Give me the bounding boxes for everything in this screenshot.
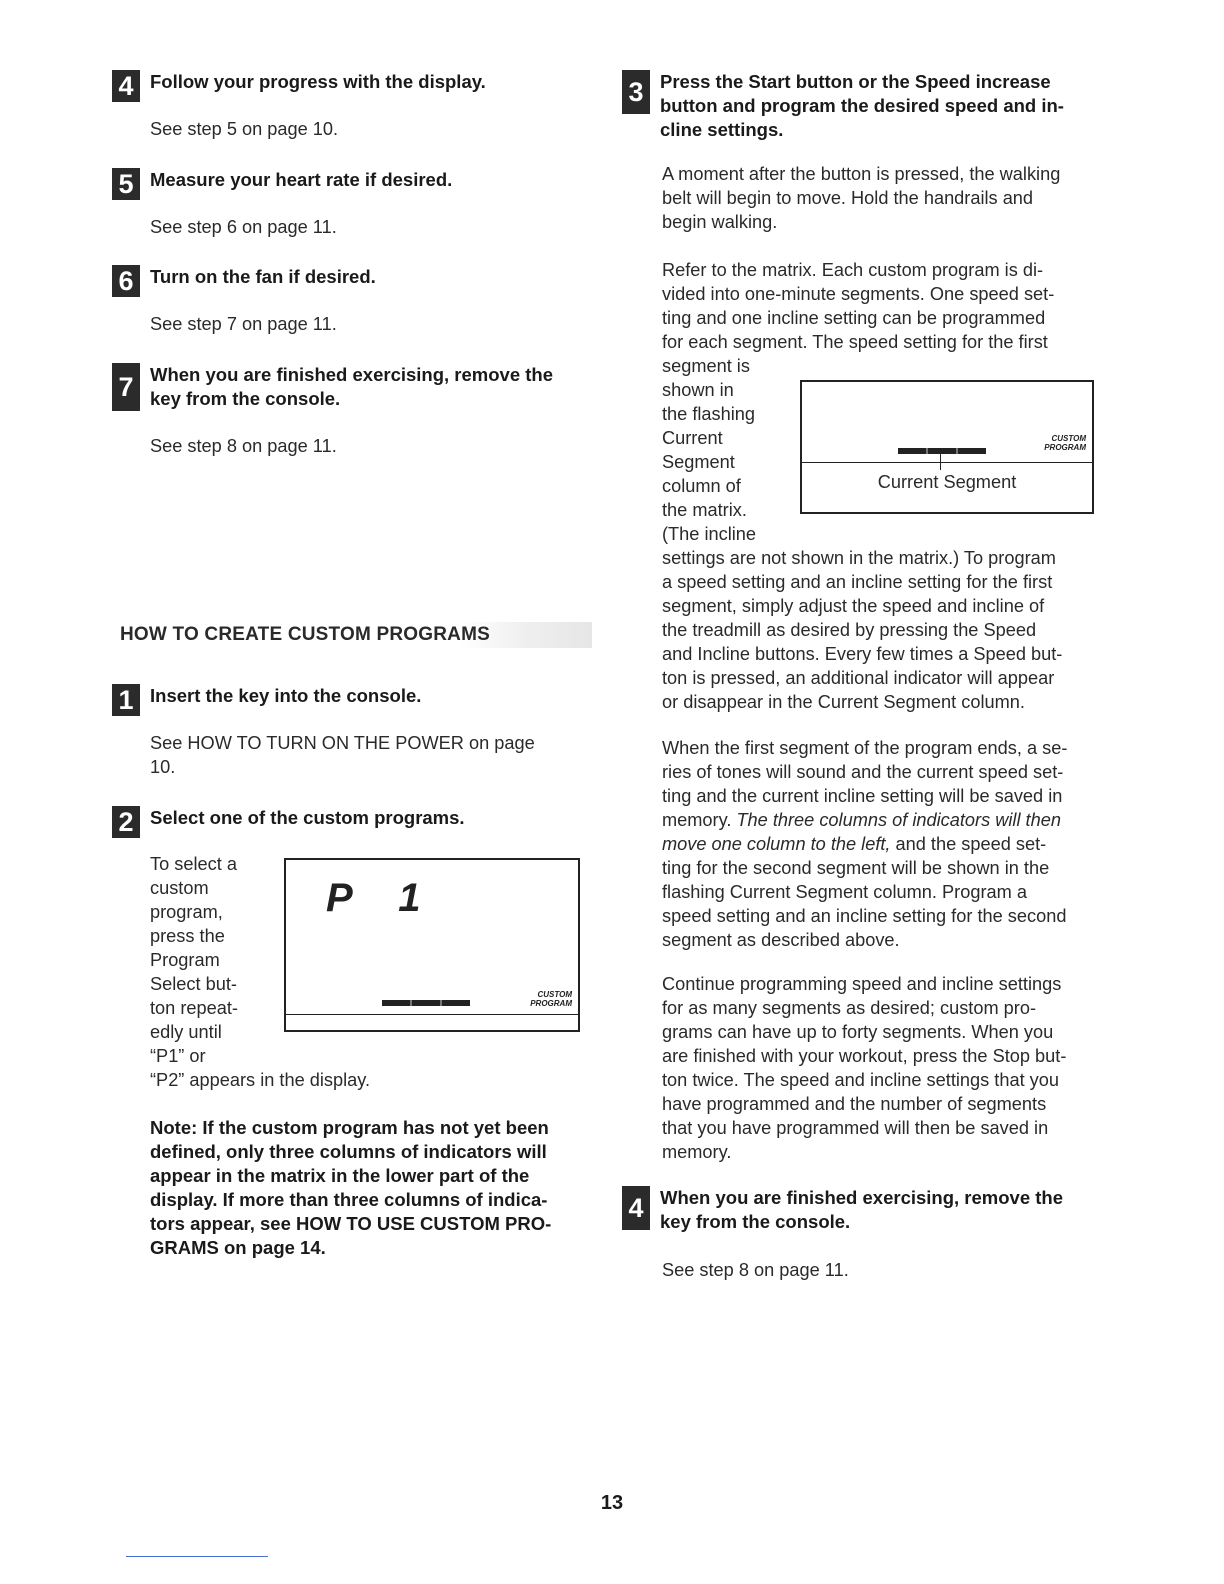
step-title: Select one of the custom programs. [150,807,465,828]
text-line: ting for the second segment will be shown in the [662,858,1050,878]
text-line: begin walking. [662,212,778,232]
step-body: See step 8 on page 11. [662,1260,849,1280]
label-line: PROGRAM [1044,443,1086,452]
pointer-line [940,454,941,470]
text-line: Program [150,950,220,970]
step-number-badge: 4 [622,1186,650,1230]
display-divider [802,462,1092,463]
text-line: Segment [662,452,735,472]
text-line: speed setting and an incline setting for the second [662,906,1067,926]
label-line: CUSTOM [537,990,572,999]
text-line: segment, simply adjust the speed and incline of [662,596,1045,616]
text-line: settings are not shown in the matrix.) To program [662,548,1056,568]
text-line: the treadmill as desired by pressing the Speed [662,620,1037,640]
step-body-line: 10. [150,757,176,777]
footer-rule [126,1556,268,1557]
text-line: grams can have up to forty segments. When you [662,1022,1054,1042]
step-title-line: When you are finished exercising, remove the [660,1187,1064,1208]
paragraph-continue-programming [662,972,1104,1164]
note-line: defined, only three columns of indicators will [150,1141,547,1162]
custom-program-note [150,1116,600,1260]
step-body: See step 5 on page 10. [150,119,339,139]
text-line: memory. [662,1142,732,1162]
note-line: GRAMS on page 14. [150,1237,326,1258]
display-divider [286,1014,578,1015]
custom-step-3-program-settings [622,70,1104,142]
text-line: edly until [150,1022,222,1042]
step-title-line: cline settings. [660,119,784,140]
paragraph-segment-ends [662,736,1104,952]
text-line: press the [150,926,225,946]
text-line: Continue programming speed and incline settings [662,974,1062,994]
page-number: 13 [600,1492,624,1514]
custom-program-label [530,990,572,1008]
step-number-badge: 7 [112,363,140,411]
step-title: Turn on the fan if desired. [150,266,376,287]
section-heading: HOW TO CREATE CUSTOM PROGRAMS [120,622,592,648]
current-segment-display-illustration [800,380,1094,514]
step-body-line: See HOW TO TURN ON THE POWER on page [150,733,535,753]
step-title: Measure your heart rate if desired. [150,169,453,190]
text-line: ton repeat- [150,998,238,1018]
matrix-indicators [898,448,986,454]
text-line: column of [662,476,741,496]
step-5-heart-rate [112,168,592,239]
text-line: for each segment. The speed setting for the first [662,332,1048,352]
text-line: and Incline buttons. Every few times a Speed but- [662,644,1063,664]
step-number-badge: 3 [622,70,650,114]
text-line: segment is [662,356,750,376]
custom-step-1-insert-key [112,684,592,779]
text-line: “P2” appears in the display. [150,1070,371,1090]
text-line: for as many segments as desired; custom pro- [662,998,1037,1018]
emphasis-text: The three columns of indicators will then [736,810,1061,830]
text-line: ting and the current incline setting will be saved in [662,786,1063,806]
step-number-badge: 6 [112,265,140,297]
text-line: custom [150,878,209,898]
step-title-line: When you are finished exercising, remove the [150,364,554,385]
emphasis-text: move one column to the left, [662,834,891,854]
note-line: display. If more than three columns of indica- [150,1189,548,1210]
custom-step-4-remove-key [622,1186,1104,1282]
text-line [662,808,1104,832]
text-line: are finished with your workout, press the Stop but- [662,1046,1067,1066]
note-line: Note: If the custom program has not yet been [150,1117,549,1138]
text-line: belt will begin to move. Hold the handrails and [662,188,1034,208]
text-line: A moment after the button is pressed, the walking [662,164,1061,184]
note-line: appear in the matrix in the lower part of the [150,1165,530,1186]
step-body: See step 8 on page 11. [150,436,337,456]
step-title-line: button and program the desired speed and in- [660,95,1064,116]
text-line: shown in [662,380,734,400]
text-line: ton is pressed, an additional indicator will appear [662,668,1055,688]
matrix-indicators [382,1000,470,1006]
text-line: ton twice. The speed and incline settings that you [662,1070,1060,1090]
note-line: tors appear, see HOW TO USE CUSTOM PRO- [150,1213,552,1234]
text-line: Select but- [150,974,237,994]
text-line: flashing Current Segment column. Program a [662,882,1027,902]
text-line: a speed setting and an incline setting for the first [662,572,1053,592]
text-run: memory. [662,810,737,830]
step-number-badge: 2 [112,806,140,838]
text-line: segment as described above. [662,930,900,950]
step-number-badge: 4 [112,70,140,102]
current-segment-caption: Current Segment [877,472,1017,492]
step-number-badge: 1 [112,684,140,716]
text-line: “P1” or [150,1046,206,1066]
step-body: See step 6 on page 11. [150,217,337,237]
text-line: have programmed and the number of segments [662,1094,1047,1114]
text-line: the flashing [662,404,756,424]
text-line: ting and one incline setting can be programmed [662,308,1046,328]
text-line: or disappear in the Current Segment column. [662,692,1025,712]
paragraph-start-walking [662,162,1104,234]
step-title-line: key from the console. [660,1211,851,1232]
step-number-badge: 5 [112,168,140,200]
console-display-illustration [284,858,580,1032]
step-title-line: Press the Start button or the Speed increase [660,71,1051,92]
custom-step-2-select-program [112,806,592,837]
text-line: vided into one-minute segments. One speed set- [662,284,1055,304]
text-line: that you have programmed will then be saved in [662,1118,1049,1138]
text-line: To select a [150,854,237,874]
step-6-fan [112,265,592,336]
custom-program-label [1044,434,1086,452]
label-line: CUSTOM [1051,434,1086,443]
label-line: PROGRAM [530,999,572,1008]
text-line [662,832,1104,856]
text-line: program, [150,902,223,922]
step-body: See step 7 on page 11. [150,314,337,334]
step-4-follow-progress [112,70,592,141]
step-7-remove-key [112,363,592,458]
display-program-readout: P 1 [326,876,439,920]
text-line: Current [662,428,723,448]
text-line: the matrix. [662,500,747,520]
step-title: Follow your progress with the display. [150,71,486,92]
text-run: and the speed set- [890,834,1047,854]
text-line: (The incline [662,524,757,544]
step-title: Insert the key into the console. [150,685,422,706]
text-line: Refer to the matrix. Each custom program is di- [662,260,1044,280]
text-line: When the first segment of the program ends, a se- [662,738,1068,758]
text-line: ries of tones will sound and the current speed set- [662,762,1064,782]
step-title-line: key from the console. [150,388,341,409]
